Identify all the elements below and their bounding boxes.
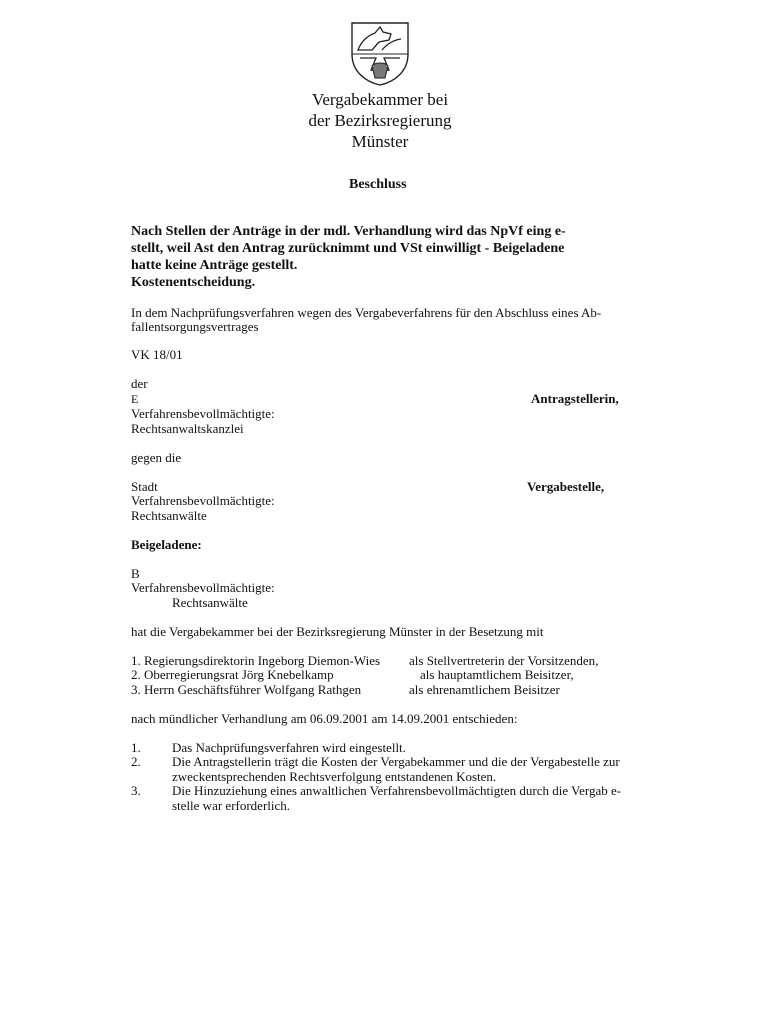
summoned-heading: Beigeladene: <box>131 537 202 552</box>
applicant-role: Antragstellerin, <box>531 391 619 406</box>
decision-text: zweckentsprechenden Rechtsverfolgung entstandenen Kosten. <box>172 769 497 784</box>
decision-text: Die Hinzuziehung eines anwaltlichen Verfahrensbevollmächtigten durch die Vergab e- <box>172 783 622 798</box>
intro-line-1: In dem Nachprüfungsverfahren wegen des Vergabeverfahrens für den Abschluss eines Ab- <box>131 305 602 320</box>
member-name: 3. Herrn Geschäftsführer Wolfgang Rathgen <box>131 682 362 697</box>
member-role: als Stellvertreterin der Vorsitzenden, <box>409 653 599 668</box>
authority-line-3: Münster <box>351 132 409 151</box>
contracting-role: Vergabestelle, <box>527 479 605 494</box>
authority-name <box>260 89 500 152</box>
member-role: als ehrenamtlichem Beisitzer <box>409 682 560 697</box>
decision-number: 2. <box>131 754 141 769</box>
summary-line-4: Kostenentscheidung. <box>131 275 256 290</box>
hearing-statement: nach mündlicher Verhandlung am 06.09.2001 am 14.09.2001 entschieden: <box>131 711 518 726</box>
summoned-rep: Rechtsanwälte <box>172 595 248 610</box>
coat-of-arms-icon <box>349 20 411 86</box>
summary-line-2: stellt, weil Ast den Antrag zurücknimmt und VSt einwilligt - Beigeladene <box>131 241 565 256</box>
contracting-name: Stadt <box>131 479 158 494</box>
decision-number: 1. <box>131 740 141 755</box>
authority-line-1: Vergabekammer bei <box>311 90 449 109</box>
applicant-rep: Rechtsanwaltskanzlei <box>131 421 244 436</box>
authority-line-2: der Bezirksregierung <box>308 111 452 130</box>
decision-text: Das Nachprüfungsverfahren wird eingestellt. <box>172 740 406 755</box>
decision-number: 3. <box>131 783 141 798</box>
applicant-rep-label: Verfahrensbevollmächtigte: <box>131 406 275 421</box>
case-number: VK 18/01 <box>131 347 183 362</box>
member-name: 1. Regierungsdirektorin Ingeborg Diemon-Wies <box>131 653 381 668</box>
applicant-article: der <box>131 376 148 391</box>
decision-text: Die Antragstellerin trägt die Kosten der Vergabekammer und die der Vergabestelle zur <box>172 754 620 769</box>
document-type-heading: Beschluss <box>349 177 407 192</box>
contracting-rep: Rechtsanwälte <box>131 508 207 523</box>
composition-intro: hat die Vergabekammer bei der Bezirksregierung Münster in der Besetzung mit <box>131 624 544 639</box>
contracting-rep-label: Verfahrensbevollmächtigte: <box>131 493 275 508</box>
member-role: als hauptamtlichem Beisitzer, <box>420 667 574 682</box>
decision-text: stelle war erforderlich. <box>172 798 291 813</box>
summoned-rep-label: Verfahrensbevollmächtigte: <box>131 580 275 595</box>
summoned-name: B <box>131 566 140 581</box>
summary-line-3: hatte keine Anträge gestellt. <box>131 258 298 273</box>
summary-line-1: Nach Stellen der Anträge in der mdl. Verhandlung wird das NpVf eing e- <box>131 224 566 239</box>
against-label: gegen die <box>131 450 182 465</box>
intro-line-2: fallentsorgungsvertrages <box>131 319 259 334</box>
applicant-name: E <box>131 392 139 406</box>
member-name: 2. Oberregierungsrat Jörg Knebelkamp <box>131 667 334 682</box>
